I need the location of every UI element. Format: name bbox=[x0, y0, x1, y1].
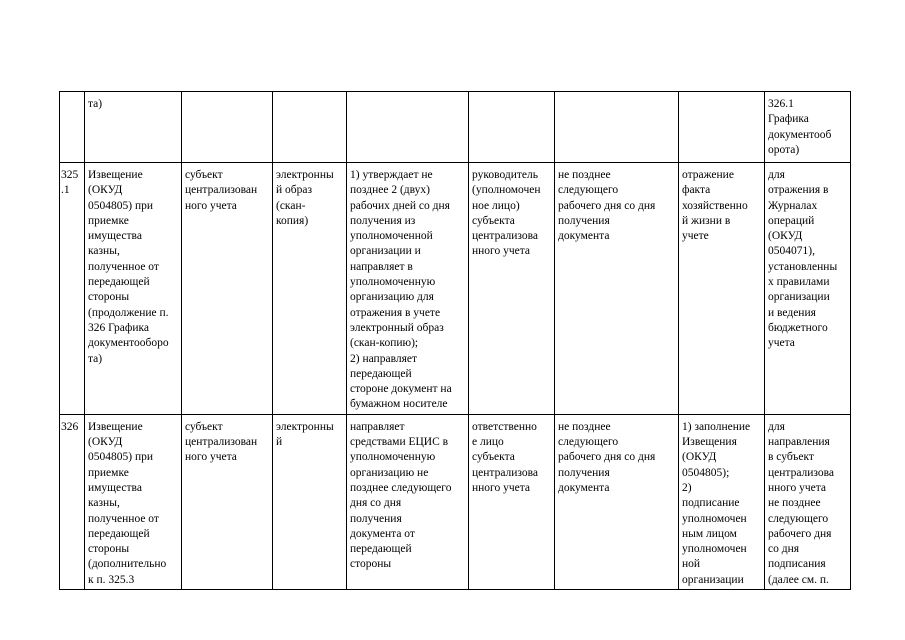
procedure-cell: направляет средствами ЕЦИС в уполномоченную организацию не позднее следующего дня со дня получения документа от передающей стороны bbox=[347, 414, 469, 589]
creator-cell bbox=[182, 92, 273, 163]
creator-cell: субъект централизован ного учета bbox=[182, 163, 273, 415]
responsible-cell bbox=[469, 92, 555, 163]
document-name-cell: та) bbox=[85, 92, 182, 163]
table-row bbox=[60, 92, 851, 163]
document-name-cell: Извещение (ОКУД 0504805) при приемке имущества казны, полученное от передающей стороны (продолжение п. 326 Графика документооборо та) bbox=[85, 163, 182, 415]
table-row bbox=[60, 414, 851, 589]
action-cell: 1) заполнение Извещения (ОКУД 0504805); 2) подписание уполномочен ным лицом уполномочен ной организации bbox=[679, 414, 765, 589]
table-row bbox=[60, 163, 851, 415]
procedure-cell bbox=[347, 92, 469, 163]
document-form-cell: электронны й bbox=[273, 414, 347, 589]
action-cell bbox=[679, 92, 765, 163]
document-schedule-table bbox=[59, 91, 851, 590]
deadline-cell: не позднее следующего рабочего дня со дня получения документа bbox=[555, 414, 679, 589]
purpose-cell: 326.1 Графика документооб орота) bbox=[765, 92, 851, 163]
document-name-cell: Извещение (ОКУД 0504805) при приемке имущества казны, полученное от передающей стороны (дополнительно к п. 325.3 bbox=[85, 414, 182, 589]
row-number-cell: 325 .1 bbox=[60, 163, 85, 415]
creator-cell: субъект централизован ного учета bbox=[182, 414, 273, 589]
responsible-cell: руководитель (уполномочен ное лицо) субъекта централизова нного учета bbox=[469, 163, 555, 415]
action-cell: отражение факта хозяйственно й жизни в учете bbox=[679, 163, 765, 415]
deadline-cell bbox=[555, 92, 679, 163]
row-number-cell: 326 bbox=[60, 414, 85, 589]
purpose-cell: для направления в субъект централизова нного учета не позднее следующего рабочего дня со дня подписания (далее см. п. bbox=[765, 414, 851, 589]
procedure-cell: 1) утверждает не позднее 2 (двух) рабочих дней со дня получения из уполномоченной организации и направляет в уполномоченную организацию для отражения в учете электронный образ (скан-копию); 2) направляет передающей стороне документ на бумажном носителе bbox=[347, 163, 469, 415]
responsible-cell: ответственно е лицо субъекта централизова нного учета bbox=[469, 414, 555, 589]
document-form-cell: электронны й образ (скан- копия) bbox=[273, 163, 347, 415]
document-form-cell bbox=[273, 92, 347, 163]
row-number-cell bbox=[60, 92, 85, 163]
deadline-cell: не позднее следующего рабочего дня со дня получения документа bbox=[555, 163, 679, 415]
purpose-cell: для отражения в Журналах операций (ОКУД 0504071), установленны х правилами организации и ведения бюджетного учета bbox=[765, 163, 851, 415]
